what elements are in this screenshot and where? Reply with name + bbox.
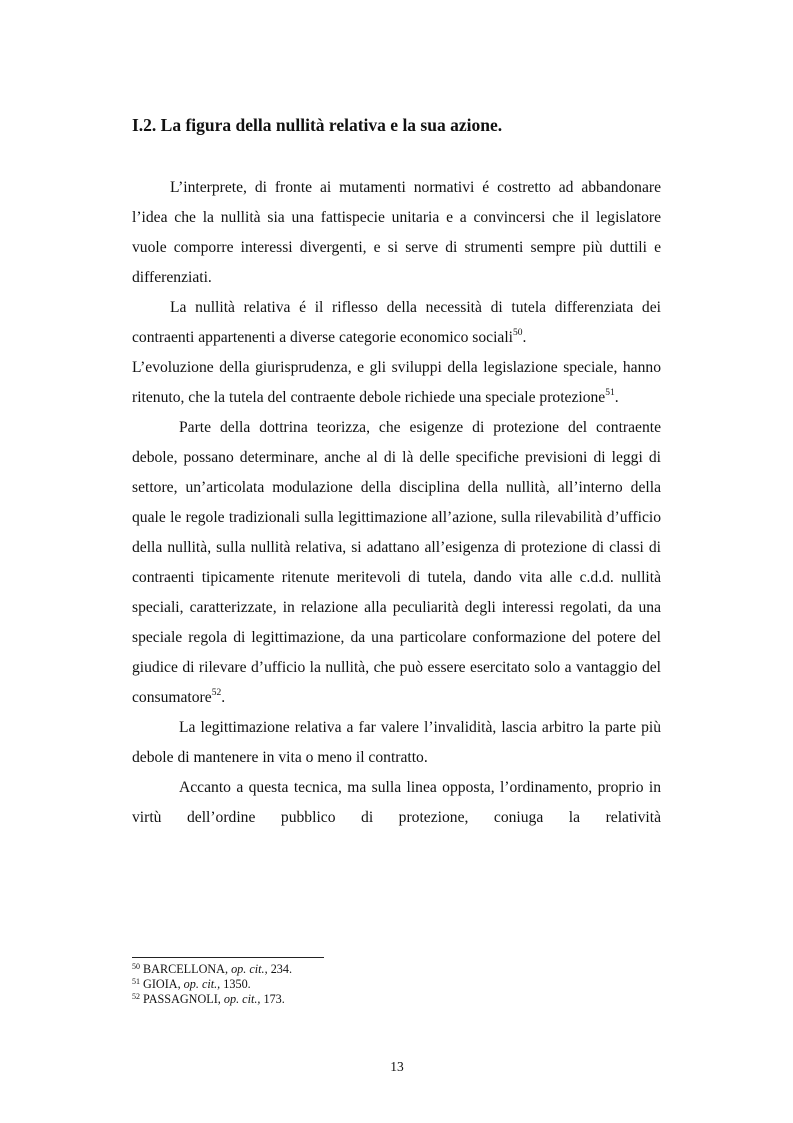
paragraph-3	[132, 353, 661, 413]
footnote-ref-52: 52	[211, 688, 222, 698]
footnote-page: 234.	[267, 962, 293, 976]
paragraph-5: La legittimazione relativa a far valere l’invalidità, lascia arbitro la parte più debole di mantenere in vita o meno il contratto.	[132, 719, 661, 766]
footnotes	[132, 962, 532, 1006]
paragraph-4-text: Parte della dottrina teorizza, che esigenze di protezione del contraente debole, possano determinare, anche al di là delle specifiche previsioni di leggi di settore, un’articolata modulazione della disciplina della nullità, all’interno della quale le regole tradizionali sulla legittimazione all’azione, sulla rilevabilità d’ufficio della nullità, sulla nullità relativa, si adattano all’esigenza di protezione di classi di contraenti tipicamente ritenute meritevoli di tutela, dando vita alle c.d.d. nullità speciali, caratterizzate, in relazione alla peculiarità degli interessi regolati, da una speciale regola di legittimazione, da una particolare conformazione del potere del giudice di rilevare d’ufficio la nullità, che può essere esercitato solo a vantaggio del consumatore	[132, 419, 661, 706]
paragraph-2-tail: .	[522, 329, 527, 346]
footnote-author: GIOIA,	[143, 976, 181, 991]
section-heading: I.2. La figura della nullità relativa e la sua azione.	[132, 115, 503, 135]
page-number: 13	[390, 1059, 404, 1074]
footnote-page: 1350.	[220, 976, 251, 991]
footnote-number: 51	[132, 976, 140, 986]
paragraph-3-text: L’evoluzione della giurisprudenza, e gli sviluppi della legislazione speciale, hanno ritenuto, che la tutela del contraente debole richiede una speciale protezione	[132, 359, 661, 406]
footnote-cite: op. cit.,	[183, 976, 221, 991]
paragraph-4	[132, 413, 661, 713]
footnote-author: PASSAGNOLI,	[143, 991, 221, 1006]
paragraph-2-text: La nullità relativa é il riflesso della necessità di tutela differenziata dei contraenti appartenenti a diverse categorie economico sociali	[132, 299, 661, 346]
footnote-50	[132, 962, 532, 977]
footnote-cite: op. cit.,	[231, 962, 268, 976]
footnote-author: BARCELLONA,	[143, 962, 229, 976]
body-text	[132, 173, 661, 833]
paragraph-1: L’interprete, di fronte ai mutamenti normativi é costretto ad abbandonare l’idea che la nullità sia una fattispecie unitaria e a convincersi che il legislatore vuole comporre interessi divergenti, e si serve di strumenti sempre più duttili e differenziati.	[132, 179, 661, 286]
footnote-number: 52	[132, 991, 140, 1001]
paragraph-6: Accanto a questa tecnica, ma sulla linea opposta, l’ordinamento, proprio in virtù dell’ordine pubblico di protezione, coniuga la relatività	[132, 779, 661, 826]
footnote-cite: op. cit.,	[223, 991, 261, 1006]
paragraph-4-tail: .	[221, 689, 226, 706]
paragraph-3-tail: .	[614, 389, 619, 406]
footnote-ref-51: 51	[605, 388, 615, 398]
footnote-51	[132, 977, 532, 992]
footnote-page: 173.	[260, 991, 285, 1006]
footnote-52	[132, 992, 532, 1007]
footnote-ref-50: 50	[513, 328, 523, 338]
footnote-number: 50	[132, 962, 140, 971]
footnote-separator	[132, 957, 324, 958]
paragraph-2	[132, 293, 661, 353]
